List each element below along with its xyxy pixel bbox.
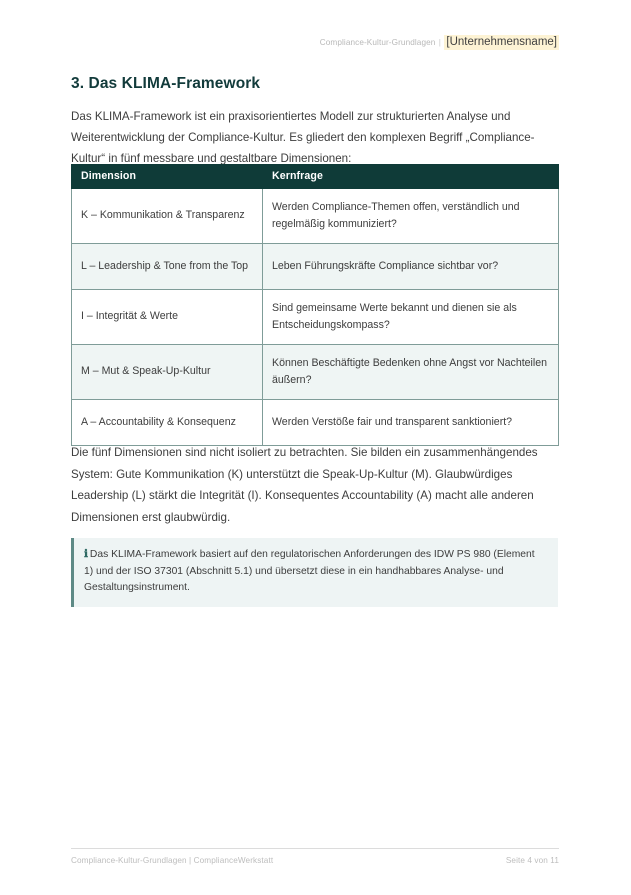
table-row: [72, 400, 559, 446]
cell-dimension: L – Leadership & Tone from the Top: [72, 244, 263, 290]
header-company-placeholder: [Unternehmensname]: [446, 36, 557, 48]
footer-left-text: Compliance-Kultur-Grundlagen | ComplianceWerkstatt: [71, 856, 274, 865]
klima-framework-table: [71, 164, 559, 446]
closing-paragraph: Die fünf Dimensionen sind nicht isoliert zu betrachten. Sie bilden ein zusammenhängendes System: Gute Kommunikation (K) unterstützt die Speak-Up-Kultur (M). Glaubwürdiges Leadership (L) stärkt die Integrität (I). Konsequentes Accountability (A) macht alle anderen Dimensionen erst glaubwürdig.: [71, 446, 538, 524]
header-separator: |: [438, 38, 442, 47]
document-footer: [71, 848, 559, 865]
document-header: [71, 36, 559, 48]
cell-kernfrage: Werden Compliance-Themen offen, verständlich und regelmäßig kommuniziert?: [263, 189, 559, 244]
column-header-kernfrage: Kernfrage: [263, 165, 559, 189]
cell-dimension: M – Mut & Speak-Up-Kultur: [72, 345, 263, 400]
page-title: 3. Das KLIMA-Framework: [71, 75, 261, 92]
footer-page-number: Seite 4 von 11: [505, 856, 559, 865]
info-callout: [71, 538, 558, 607]
info-callout-text: Das KLIMA-Framework basiert auf den regulatorischen Anforderungen des IDW PS 980 (Element 1) und der ISO 37301 (Abschnitt 5.1) und übersetzt diese in ein handhabbares Analyse- und Gestaltungsinstrument.: [84, 549, 535, 593]
header-document-title: Compliance-Kultur-Grundlagen: [319, 38, 436, 47]
table-row: [72, 189, 559, 244]
table-header-row: [72, 165, 559, 189]
table-row: [72, 290, 559, 345]
info-icon: ℹ: [84, 549, 88, 560]
cell-kernfrage: Leben Führungskräfte Compliance sichtbar vor?: [263, 244, 559, 290]
cell-kernfrage: Können Beschäftigte Bedenken ohne Angst vor Nachteilen äußern?: [263, 345, 559, 400]
cell-kernfrage: Sind gemeinsame Werte bekannt und dienen sie als Entscheidungskompass?: [263, 290, 559, 345]
intro-paragraph: Das KLIMA-Framework ist ein praxisorientiertes Modell zur strukturierten Analyse und Weiterentwicklung der Compliance-Kultur. Es gliedert den komplexen Begriff „Compliance-Kultur“ in fünf messbare und gestaltbare Dimensionen:: [71, 110, 535, 165]
table-row: [72, 345, 559, 400]
column-header-dimension: Dimension: [72, 165, 263, 189]
cell-kernfrage: Werden Verstöße fair und transparent sanktioniert?: [263, 400, 559, 446]
cell-dimension: A – Accountability & Konsequenz: [72, 400, 263, 446]
table-row: [72, 244, 559, 290]
cell-dimension: I – Integrität & Werte: [72, 290, 263, 345]
cell-dimension: K – Kommunikation & Transparenz: [72, 189, 263, 244]
